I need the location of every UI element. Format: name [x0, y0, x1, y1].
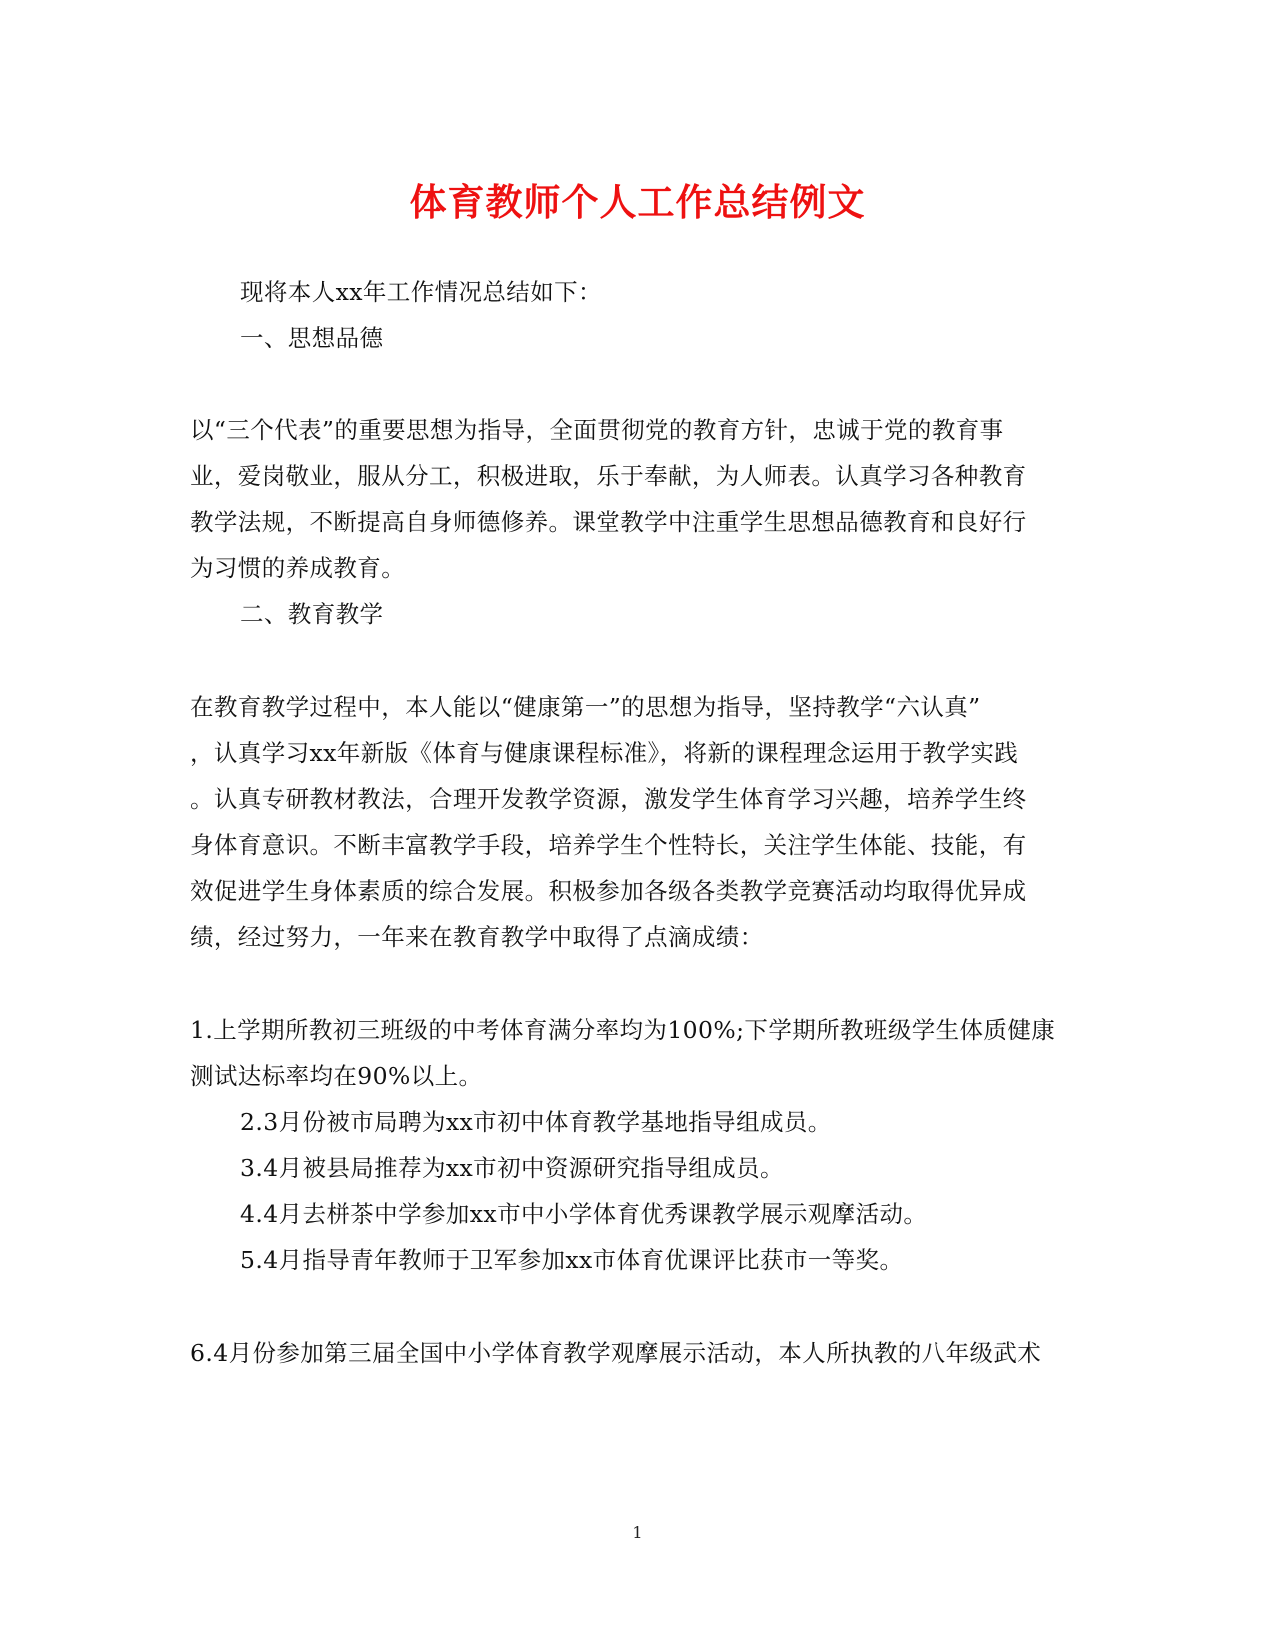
paragraph-line: 以“三个代表”的重要思想为指导，全面贯彻党的教育方针，忠诚于党的教育事: [190, 416, 1004, 444]
paragraph-line: 身体育意识。不断丰富教学手段，培养学生个性特长，关注学生体能、技能，有: [190, 831, 1027, 859]
paragraph-line: 教学法规，不断提高自身师德修养。课堂教学中注重学生思想品德教育和良好行: [190, 508, 1027, 536]
achievement-item: 5.4月指导青年教师于卫军参加xx市体育优课评比获市一等奖。: [240, 1246, 904, 1274]
paragraph-line: ，认真学习xx年新版《体育与健康课程标准》，将新的课程理念运用于教学实践: [190, 739, 1019, 767]
paragraph-line: 业，爱岗敬业，服从分工，积极进取，乐于奉献，为人师表。认真学习各种教育: [190, 462, 1027, 490]
achievement-item: 1.上学期所教初三班级的中考体育满分率均为100%;下学期所教班级学生体质健康: [190, 1016, 1056, 1044]
achievement-item: 6.4月份参加第三届全国中小学体育教学观摩展示活动，本人所执教的八年级武术: [190, 1339, 1042, 1367]
paragraph-line: 在教育教学过程中，本人能以“健康第一”的思想为指导，坚持教学“六认真”: [190, 693, 981, 721]
document-title: 体育教师个人工作总结例文: [409, 180, 866, 224]
paragraph-line: 。认真专研教材教法，合理开发教学资源，激发学生体育学习兴趣，培养学生终: [190, 785, 1027, 813]
section-heading-ideology: 一、思想品德: [240, 324, 384, 352]
achievement-item: 4.4月去栟茶中学参加xx市中小学体育优秀课教学展示观摩活动。: [240, 1200, 928, 1228]
page-number: 1: [632, 1523, 643, 1542]
paragraph-line: 效促进学生身体素质的综合发展。积极参加各级各类教学竞赛活动均取得优异成: [190, 877, 1027, 905]
intro-paragraph: 现将本人xx年工作情况总结如下：: [240, 278, 602, 306]
achievement-item: 3.4月被县局推荐为xx市初中资源研究指导组成员。: [240, 1154, 784, 1182]
achievement-item-continued: 测试达标率均在90%以上。: [190, 1062, 483, 1090]
section-heading-teaching: 二、教育教学: [240, 600, 384, 628]
paragraph-line: 绩，经过努力，一年来在教育教学中取得了点滴成绩：: [190, 923, 764, 951]
paragraph-line: 为习惯的养成教育。: [190, 554, 406, 582]
achievement-item: 2.3月份被市局聘为xx市初中体育教学基地指导组成员。: [240, 1108, 832, 1136]
